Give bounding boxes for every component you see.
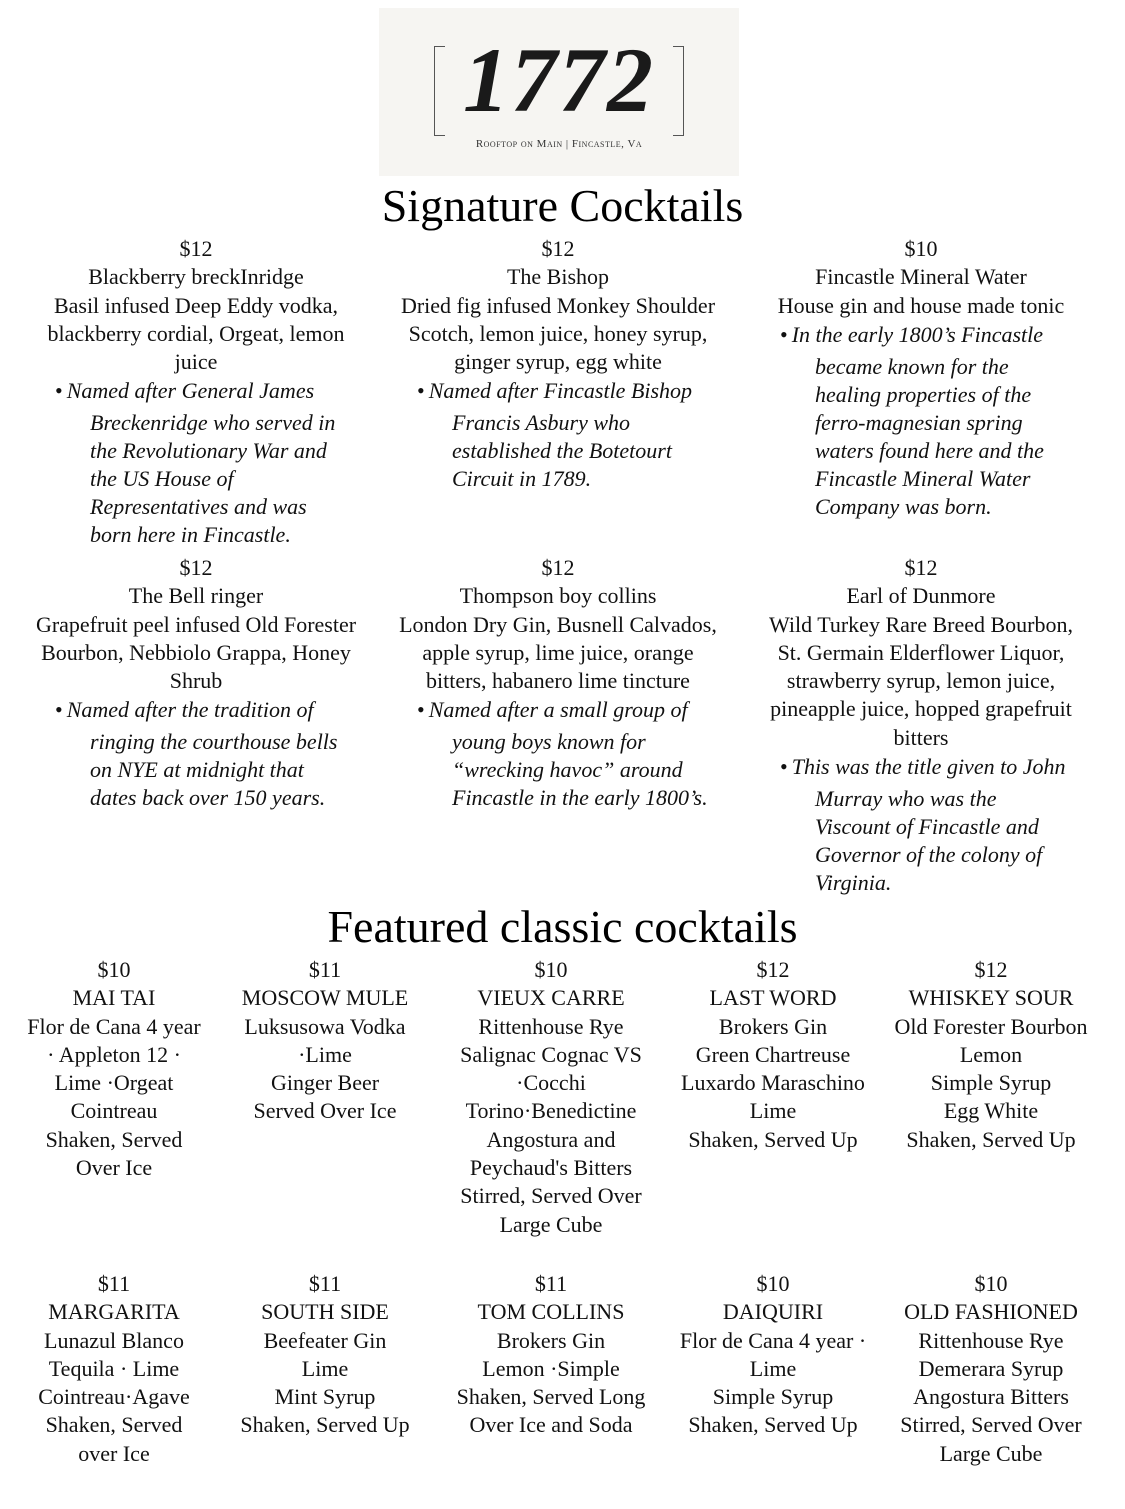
signature-item xyxy=(377,235,739,493)
cocktail-detail: Shaken, Served Up xyxy=(688,1412,858,1438)
note-line: Francis Asbury who xyxy=(452,410,631,436)
cocktail-ingredients: bitters, habanero lime tincture xyxy=(426,668,690,694)
cocktail-ingredients: London Dry Gin, Busnell Calvados, xyxy=(399,611,717,637)
bullet-icon: • xyxy=(417,697,425,723)
note-line: Fincastle in the early 1800’s. xyxy=(452,785,708,811)
cocktail-detail: Lunazul Blanco xyxy=(44,1327,184,1353)
cocktail-detail: Flor de Cana 4 year · xyxy=(679,1327,867,1353)
cocktail-ingredients: blackberry cordial, Orgeat, lemon xyxy=(47,320,345,346)
cocktail-name: Thompson boy collins xyxy=(459,583,657,609)
cocktail-detail: Brokers Gin xyxy=(718,1013,828,1039)
cocktail-name: The Bell ringer xyxy=(128,583,264,609)
signature-heading: Signature Cocktails xyxy=(381,180,744,231)
cocktail-price: $11 xyxy=(308,957,342,982)
cocktail-detail: Cointreau xyxy=(70,1098,158,1124)
note-line: Fincastle Mineral Water xyxy=(815,465,1031,491)
cocktail-detail: Beefeater Gin xyxy=(263,1327,387,1353)
cocktail-detail: Tequila · Lime xyxy=(48,1355,180,1381)
cocktail-detail: ·Lime xyxy=(298,1041,352,1067)
cocktail-detail: · Appleton 12 · xyxy=(47,1041,181,1067)
cocktail-ingredients: juice xyxy=(174,349,218,375)
cocktail-ingredients: Scotch, lemon juice, honey syrup, xyxy=(408,320,708,346)
cocktail-detail: Over Ice and Soda xyxy=(469,1412,633,1438)
cocktail-detail: Brokers Gin xyxy=(496,1327,606,1353)
note-line: young boys known for xyxy=(452,729,646,755)
bullet-icon: • xyxy=(780,321,788,347)
bullet-icon: • xyxy=(55,697,63,723)
note-line: Murray who was the xyxy=(815,786,997,812)
cocktail-detail: Over Ice xyxy=(75,1155,153,1181)
note-line: ferro-magnesian spring xyxy=(815,409,1023,435)
cocktail-price: $10 xyxy=(534,957,568,982)
note-first-line xyxy=(740,321,1102,349)
cocktail-history-note xyxy=(377,377,739,493)
cocktail-price: $11 xyxy=(308,1271,342,1296)
cocktail-ingredients: Basil infused Deep Eddy vodka, xyxy=(53,292,339,318)
cocktail-price: $10 xyxy=(974,1271,1008,1296)
cocktail-detail: Stirred, Served Over xyxy=(460,1183,642,1209)
cocktail-detail: Simple Syrup xyxy=(712,1384,834,1410)
cocktail-detail: Shaken, Served Up xyxy=(688,1126,858,1152)
cocktail-detail: Stirred, Served Over xyxy=(900,1412,1082,1438)
note-line: Governor of the colony of xyxy=(815,842,1043,868)
cocktail-name: VIEUX CARRE xyxy=(477,985,625,1011)
cocktail-detail: Green Chartreuse xyxy=(695,1041,851,1067)
cocktail-price: $12 xyxy=(974,957,1008,982)
cocktail-detail: Peychaud's Bitters xyxy=(469,1155,633,1181)
cocktail-ingredients: House gin and house made tonic xyxy=(777,292,1065,318)
note-line: Representatives and was xyxy=(90,494,307,520)
note-text: In the early 1800’s Fincastle xyxy=(791,321,1044,347)
cocktail-name: TOM COLLINS xyxy=(477,1299,625,1325)
note-text: Named after the tradition of xyxy=(66,697,314,723)
note-first-line xyxy=(377,696,739,724)
cocktail-detail: Luxardo Maraschino xyxy=(681,1070,865,1096)
cocktail-detail: Demerara Syrup xyxy=(918,1355,1064,1381)
note-line: healing properties of the xyxy=(815,381,1032,407)
note-line: “wrecking havoc” around xyxy=(452,757,683,783)
logo-subtitle: Rooftop on Main | Fincastle, Va xyxy=(475,138,643,150)
logo xyxy=(379,8,739,176)
classic-item xyxy=(430,956,672,1239)
cocktail-name: Blackberry breckInridge xyxy=(88,264,304,290)
cocktail-ingredients: strawberry syrup, lemon juice, xyxy=(786,668,1056,694)
classic-item xyxy=(665,1270,881,1440)
cocktail-detail: Lime ·Orgeat xyxy=(54,1070,174,1096)
cocktail-detail: Shaken, Served xyxy=(45,1412,183,1438)
cocktail-detail: Cointreau·Agave xyxy=(38,1384,190,1410)
cocktail-detail: Large Cube xyxy=(939,1440,1043,1466)
cocktail-price: $12 xyxy=(904,555,938,580)
cocktail-ingredients: Shrub xyxy=(169,668,223,694)
classic-heading: Featured classic cocktails xyxy=(327,901,798,952)
cocktail-detail: over Ice xyxy=(78,1440,150,1466)
note-line: Circuit in 1789. xyxy=(452,466,592,492)
cocktail-ingredients: Dried fig infused Monkey Shoulder xyxy=(400,292,716,318)
note-text: Named after a small group of xyxy=(428,697,688,723)
note-line: born here in Fincastle. xyxy=(90,522,291,548)
cocktail-detail: ·Cocchi xyxy=(516,1070,586,1096)
cocktail-name: MAI TAI xyxy=(72,985,156,1011)
cocktail-detail: Rittenhouse Rye xyxy=(918,1327,1064,1353)
classic-item xyxy=(8,1270,220,1468)
cocktail-ingredients: Bourbon, Nebbiolo Grappa, Honey xyxy=(41,639,351,665)
cocktail-detail: Flor de Cana 4 year xyxy=(27,1013,201,1039)
cocktail-detail: Salignac Cognac VS xyxy=(460,1041,642,1067)
note-line: the Revolutionary War and xyxy=(90,438,327,464)
cocktail-name: WHISKEY SOUR xyxy=(908,985,1074,1011)
note-line: waters found here and the xyxy=(815,437,1044,463)
note-line: established the Botetourt xyxy=(452,438,672,464)
cocktail-detail: Lime xyxy=(749,1355,797,1381)
classic-item xyxy=(881,956,1101,1154)
cocktail-detail: Luksusowa Vodka xyxy=(244,1013,406,1039)
cocktail-ingredients: ginger syrup, egg white xyxy=(454,349,662,375)
cocktail-detail: Shaken, Served Long xyxy=(456,1384,646,1410)
signature-item xyxy=(15,554,377,812)
cocktail-detail: Lime xyxy=(301,1355,349,1381)
cocktail-price: $12 xyxy=(179,555,213,580)
note-text: Named after Fincastle Bishop xyxy=(428,378,693,404)
cocktail-name: The Bishop xyxy=(506,264,610,290)
cocktail-history-note xyxy=(15,377,377,549)
cocktail-price: $10 xyxy=(756,1271,790,1296)
note-first-line xyxy=(15,696,377,724)
cocktail-detail: Torino·Benedictine xyxy=(465,1098,637,1124)
cocktail-detail: Simple Syrup xyxy=(930,1070,1052,1096)
bullet-icon: • xyxy=(55,378,63,404)
cocktail-ingredients: bitters xyxy=(893,724,949,750)
bullet-icon: • xyxy=(417,378,425,404)
note-line: on NYE at midnight that xyxy=(90,757,304,783)
cocktail-detail: Lime xyxy=(749,1098,797,1124)
cocktail-detail: Angostura Bitters xyxy=(913,1384,1069,1410)
cocktail-name: OLD FASHIONED xyxy=(904,1299,1078,1325)
cocktail-detail: Large Cube xyxy=(499,1211,603,1237)
cocktail-ingredients: Wild Turkey Rare Breed Bourbon, xyxy=(768,611,1074,637)
bullet-icon: • xyxy=(780,754,788,780)
note-text: This was the title given to John xyxy=(791,754,1066,780)
note-line: became known for the xyxy=(815,353,1009,379)
classic-item xyxy=(220,956,430,1126)
cocktail-price: $12 xyxy=(179,236,213,261)
note-first-line xyxy=(377,377,739,405)
cocktail-history-note xyxy=(740,321,1102,521)
classic-item xyxy=(665,956,881,1154)
cocktail-price: $12 xyxy=(541,555,575,580)
cocktail-history-note xyxy=(15,696,377,812)
cocktail-detail: Old Forester Bourbon xyxy=(894,1013,1088,1039)
note-line: ringing the courthouse bells xyxy=(90,729,338,755)
cocktail-name: DAIQUIRI xyxy=(722,1299,824,1325)
cocktail-detail: Lemon xyxy=(959,1041,1023,1067)
cocktail-name: LAST WORD xyxy=(709,985,837,1011)
note-first-line xyxy=(740,753,1102,781)
logo-number: 1772 xyxy=(463,29,655,131)
cocktail-price: $11 xyxy=(97,1271,131,1296)
cocktail-ingredients: Grapefruit peel infused Old Forester xyxy=(35,611,357,637)
classic-item xyxy=(220,1270,430,1440)
cocktail-ingredients: St. Germain Elderflower Liquor, xyxy=(777,639,1065,665)
cocktail-name: SOUTH SIDE xyxy=(261,1299,389,1325)
cocktail-price: $12 xyxy=(541,236,575,261)
cocktail-detail: Ginger Beer xyxy=(270,1070,380,1096)
classic-item xyxy=(881,1270,1101,1468)
cocktail-detail: Lemon ·Simple xyxy=(482,1355,620,1381)
cocktail-detail: Shaken, Served xyxy=(45,1126,183,1152)
cocktail-name: Fincastle Mineral Water xyxy=(815,264,1027,290)
signature-item xyxy=(740,235,1102,521)
cocktail-name: Earl of Dunmore xyxy=(846,583,996,609)
classic-item xyxy=(8,956,220,1182)
cocktail-ingredients: pineapple juice, hopped grapefruit xyxy=(770,696,1072,722)
note-line: Breckenridge who served in xyxy=(90,410,336,436)
note-first-line xyxy=(15,377,377,405)
note-line: Virginia. xyxy=(815,870,892,896)
cocktail-ingredients: apple syrup, lime juice, orange xyxy=(422,639,694,665)
cocktail-detail: Mint Syrup xyxy=(274,1384,376,1410)
signature-item xyxy=(377,554,739,812)
cocktail-price: $11 xyxy=(534,1271,568,1296)
cocktail-name: MOSCOW MULE xyxy=(241,985,409,1011)
signature-item xyxy=(740,554,1102,897)
cocktail-detail: Angostura and xyxy=(486,1126,616,1152)
cocktail-history-note xyxy=(377,696,739,812)
cocktail-detail: Served Over Ice xyxy=(253,1098,397,1124)
cocktail-detail: Shaken, Served Up xyxy=(906,1126,1076,1152)
note-line: the US House of xyxy=(90,466,234,492)
note-text: Named after General James xyxy=(66,378,315,404)
classic-item xyxy=(430,1270,672,1440)
cocktail-name: MARGARITA xyxy=(48,1299,180,1325)
note-line: dates back over 150 years. xyxy=(90,785,326,811)
cocktail-history-note xyxy=(740,753,1102,897)
note-line: Viscount of Fincastle and xyxy=(815,814,1039,840)
cocktail-price: $10 xyxy=(904,236,938,261)
cocktail-price: $10 xyxy=(97,957,131,982)
cocktail-price: $12 xyxy=(756,957,790,982)
note-line: Company was born. xyxy=(815,493,992,519)
signature-item xyxy=(15,235,377,549)
cocktail-detail: Shaken, Served Up xyxy=(240,1412,410,1438)
cocktail-detail: Rittenhouse Rye xyxy=(478,1013,624,1039)
cocktail-detail: Egg White xyxy=(943,1098,1039,1124)
